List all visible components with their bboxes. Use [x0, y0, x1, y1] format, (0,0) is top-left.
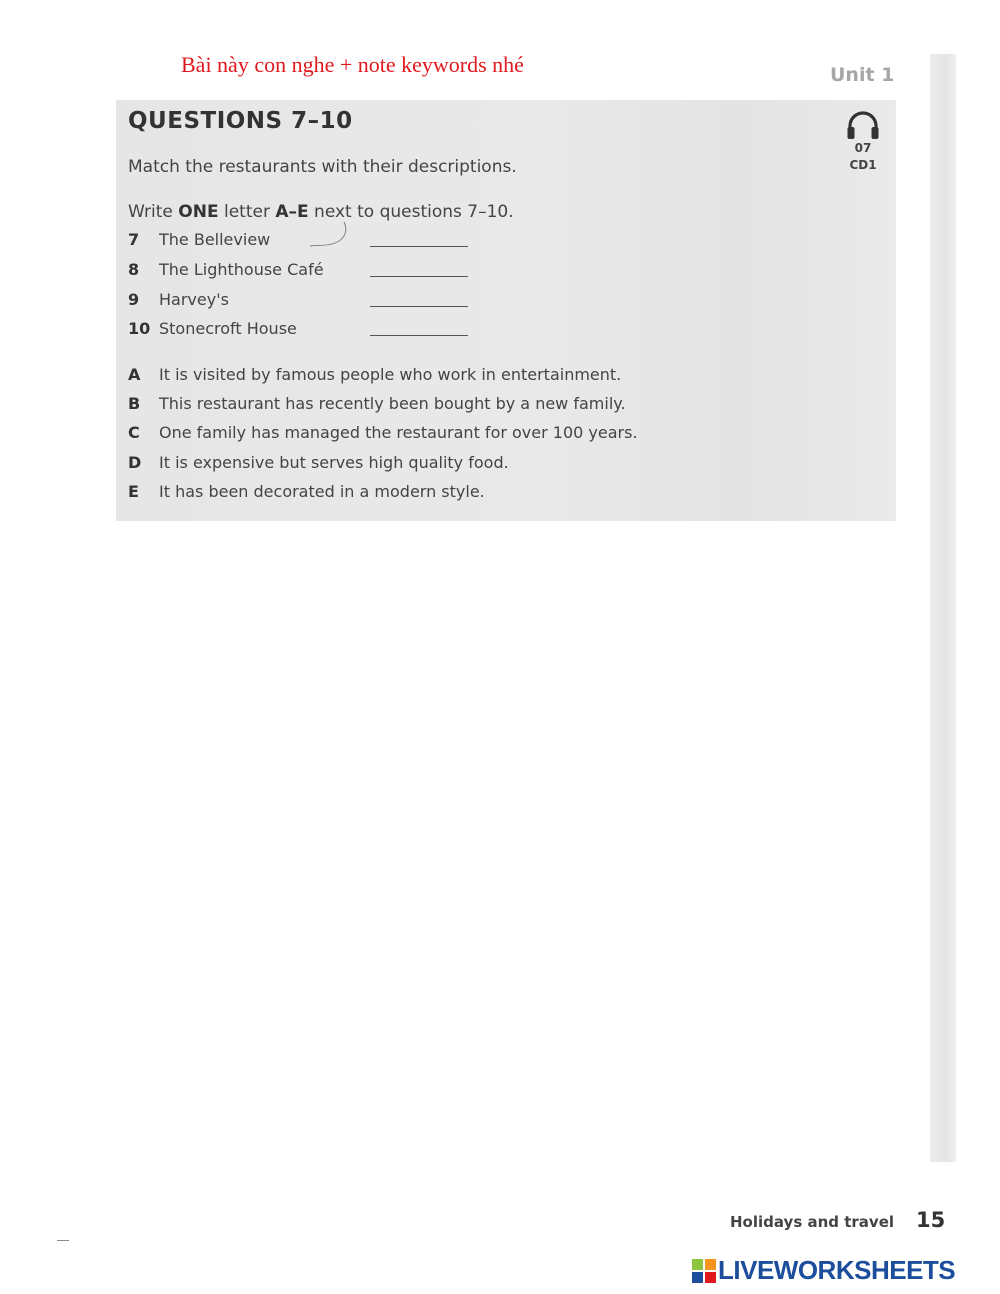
questions-panel — [116, 100, 896, 521]
page-number: 15 — [916, 1208, 946, 1232]
audio-cd-label: CD1 — [849, 158, 877, 172]
answer-blank[interactable] — [370, 306, 468, 307]
margin-mark — [57, 1240, 69, 1241]
instruction-text: Write — [128, 202, 179, 222]
page-edge-shadow — [930, 54, 956, 1162]
question-number: 10 — [128, 319, 151, 338]
teacher-note: Bài này con nghe + note keywords nhé — [181, 52, 524, 77]
answer-blank[interactable] — [370, 335, 468, 336]
unit-label: Unit 1 — [830, 64, 895, 86]
audio-track-badge — [838, 110, 888, 172]
question-text: Harvey's — [159, 290, 229, 309]
answer-blank[interactable] — [370, 276, 468, 277]
question-number: 9 — [128, 290, 140, 309]
question-text: Stonecroft House — [159, 319, 297, 338]
instruction-emphasis: ONE — [178, 202, 219, 222]
headphones-icon — [838, 110, 888, 140]
option-letter: D — [128, 453, 142, 472]
write-instruction — [128, 202, 514, 222]
questions-title: QUESTIONS 7–10 — [128, 108, 353, 134]
match-instruction: Match the restaurants with their descriptions. — [128, 157, 517, 177]
pen-scribble-mark — [308, 220, 352, 250]
question-number: 8 — [128, 260, 140, 279]
option-letter: E — [128, 482, 139, 501]
option-text: It is expensive but serves high quality food. — [159, 453, 509, 472]
audio-track-number: 07 — [854, 141, 872, 155]
instruction-emphasis: A–E — [275, 202, 309, 222]
question-text: The Lighthouse Café — [159, 260, 324, 279]
liveworksheets-text: LIVEWORKSHEETS — [718, 1255, 956, 1285]
option-text: It is visited by famous people who work in entertainment. — [159, 365, 622, 384]
question-number: 7 — [128, 230, 140, 249]
option-text: This restaurant has recently been bought by a new family. — [159, 394, 626, 413]
question-text: The Belleview — [159, 230, 271, 249]
footer-section-title: Holidays and travel — [730, 1213, 895, 1231]
liveworksheets-logo-icon — [692, 1259, 716, 1283]
option-letter: A — [128, 365, 141, 384]
option-letter: C — [128, 423, 140, 442]
option-letter: B — [128, 394, 141, 413]
answer-blank[interactable] — [370, 246, 468, 247]
option-text: One family has managed the restaurant for over 100 years. — [159, 423, 638, 442]
instruction-text: letter — [218, 202, 276, 222]
option-text: It has been decorated in a modern style. — [159, 482, 485, 501]
instruction-text: next to questions 7–10. — [308, 202, 514, 222]
